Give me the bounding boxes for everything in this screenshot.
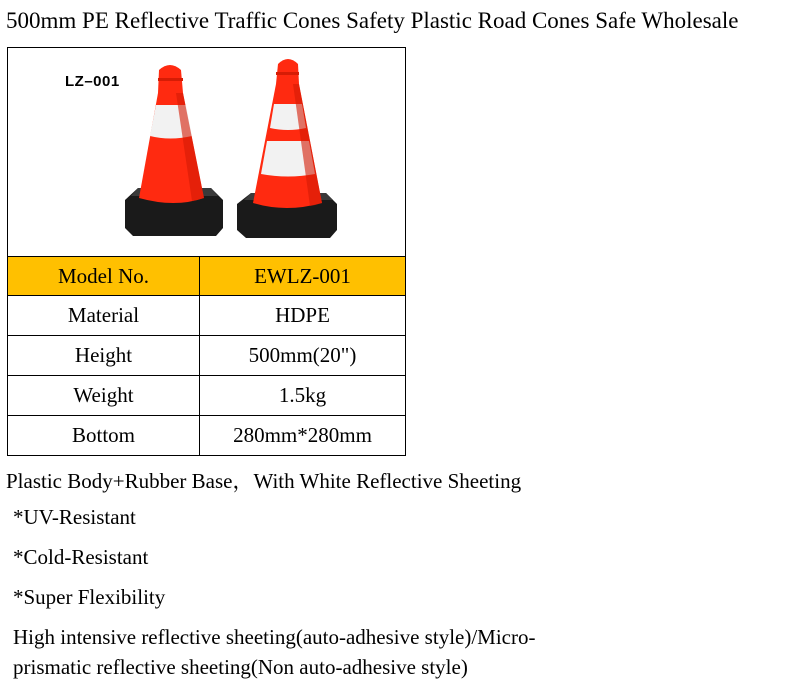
spec-value: 1.5kg xyxy=(200,376,406,416)
image-model-label: LZ–001 xyxy=(65,73,120,90)
spec-value: 280mm*280mm xyxy=(200,416,406,456)
spec-block xyxy=(7,47,406,456)
spec-key: Material xyxy=(8,296,200,336)
sheeting-note-line-2: prismatic reflective sheeting(Non auto-adhesive style) xyxy=(13,655,468,679)
product-image xyxy=(8,48,405,257)
table-row xyxy=(8,376,405,416)
spec-table xyxy=(8,257,405,455)
page-title: 500mm PE Reflective Traffic Cones Safety Plastic Road Cones Safe Wholesale xyxy=(6,8,739,33)
product-description: Plastic Body+Rubber Base，With White Reflective Sheeting xyxy=(6,469,522,493)
spec-key: Bottom xyxy=(8,416,200,456)
feature-item: *Cold-Resistant xyxy=(13,545,149,569)
spec-header-key: Model No. xyxy=(8,257,200,296)
spec-key: Height xyxy=(8,336,200,376)
spec-value: HDPE xyxy=(200,296,406,336)
table-row xyxy=(8,336,405,376)
right-cone xyxy=(237,59,337,238)
spec-header-value: EWLZ-001 xyxy=(200,257,406,296)
feature-item: *UV-Resistant xyxy=(13,505,136,529)
feature-item: *Super Flexibility xyxy=(13,585,166,609)
sheeting-note-line-1: High intensive reflective sheeting(auto-adhesive style)/Micro- xyxy=(13,625,536,649)
left-cone xyxy=(125,65,223,236)
spec-header-row xyxy=(8,257,405,296)
spec-key: Weight xyxy=(8,376,200,416)
table-row xyxy=(8,296,405,336)
spec-value: 500mm(20") xyxy=(200,336,406,376)
table-row xyxy=(8,416,405,456)
